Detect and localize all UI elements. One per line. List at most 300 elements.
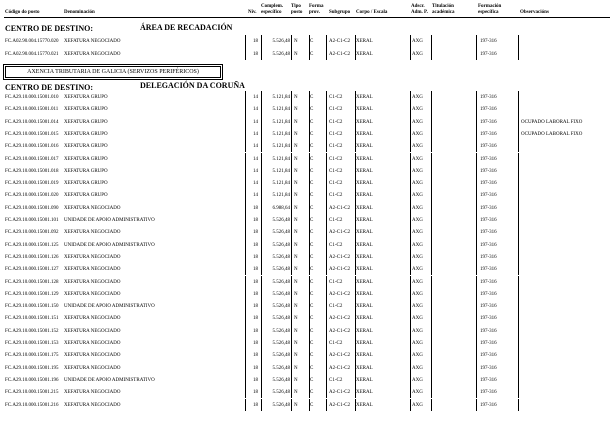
- column-divider: [476, 177, 477, 189]
- column-divider: [261, 214, 262, 226]
- cell-adscr: AXG: [412, 205, 423, 211]
- cell-subgrupo: A2-C1-C2: [329, 390, 351, 396]
- column-divider: [309, 337, 310, 349]
- table-row: [0, 253, 615, 265]
- column-divider: [410, 312, 411, 324]
- cell-nivel: 14: [253, 119, 258, 125]
- column-divider: [431, 276, 432, 288]
- cell-complemento: 5.526,48: [272, 316, 290, 322]
- cell-nivel: 18: [253, 341, 258, 346]
- cell-formacion: 197-316: [480, 267, 497, 273]
- column-divider: [326, 276, 327, 288]
- column-divider: [261, 116, 262, 128]
- cell-adscr: AXG: [412, 51, 423, 57]
- column-divider: [355, 399, 356, 411]
- column-divider: [309, 386, 310, 398]
- cell-nivel: 18: [253, 267, 258, 273]
- column-divider: [476, 116, 477, 128]
- cell-complemento: 5.526,48: [272, 341, 290, 346]
- column-divider: [326, 362, 327, 374]
- column-divider: [326, 226, 327, 238]
- cell-formacion: 197-316: [480, 341, 497, 346]
- cell-forma: C: [310, 168, 314, 174]
- cell-denominacion: XEFATURA GRUPO: [64, 193, 108, 199]
- cell-complemento: 5.526,48: [272, 377, 290, 383]
- column-divider: [355, 374, 356, 386]
- cell-complemento: 6.988,64: [272, 205, 290, 211]
- column-divider: [410, 337, 411, 349]
- cell-codigo: FC.A29.10.000.15001.019: [5, 181, 59, 187]
- cell-forma: C: [310, 51, 314, 57]
- cell-nivel: 18: [253, 377, 258, 383]
- column-divider: [326, 103, 327, 115]
- header-forma: Forma prov.: [309, 4, 324, 15]
- column-divider: [410, 276, 411, 288]
- cell-formacion: 197-316: [480, 156, 497, 162]
- cell-nivel: 18: [253, 218, 258, 223]
- cell-tipo: N: [294, 144, 298, 150]
- column-divider: [245, 263, 246, 275]
- cell-complemento: 5.121,84: [272, 144, 290, 150]
- table-row: [0, 302, 615, 314]
- column-divider: [431, 399, 432, 411]
- cell-nivel: 18: [253, 39, 258, 44]
- column-divider: [309, 214, 310, 226]
- table-row: [0, 179, 615, 191]
- cell-formacion: 197-316: [480, 254, 497, 260]
- cell-codigo: FC.A29.10.000.15001.152: [5, 328, 59, 334]
- column-divider: [326, 374, 327, 386]
- cell-nivel: 18: [253, 365, 258, 371]
- cell-subgrupo: A2-C1-C2: [329, 254, 351, 260]
- column-divider: [326, 165, 327, 177]
- column-divider: [355, 349, 356, 361]
- cell-formacion: 197-316: [480, 353, 497, 359]
- cell-formacion: 197-316: [480, 218, 497, 223]
- table-row: [0, 290, 615, 302]
- column-divider: [309, 399, 310, 411]
- cell-complemento: 5.526,48: [272, 218, 290, 223]
- cell-formacion: 197-316: [480, 304, 497, 310]
- column-divider: [410, 153, 411, 165]
- cell-forma: C: [310, 377, 314, 383]
- cell-subgrupo: C1-C2: [329, 156, 343, 162]
- column-divider: [326, 349, 327, 361]
- cell-complemento: 5.526,48: [272, 254, 290, 260]
- cell-complemento: 5.121,84: [272, 95, 290, 100]
- centro-name: ÁREA DE RECADACIÓN: [140, 23, 233, 32]
- cell-adscr: AXG: [412, 328, 423, 334]
- cell-complemento: 5.526,48: [272, 304, 290, 310]
- column-divider: [309, 312, 310, 324]
- column-divider: [410, 91, 411, 103]
- column-divider: [355, 35, 356, 48]
- cell-denominacion: XEFATURA NEGOCIADO: [64, 267, 121, 273]
- cell-denominacion: XEFATURA NEGOCIADO: [64, 51, 121, 57]
- column-divider: [261, 349, 262, 361]
- cell-formacion: 197-316: [480, 168, 497, 174]
- cell-adscr: AXG: [412, 242, 423, 248]
- cell-forma: C: [310, 205, 314, 211]
- column-divider: [326, 399, 327, 411]
- column-divider: [291, 300, 292, 312]
- cell-adscr: AXG: [412, 39, 423, 44]
- column-divider: [261, 239, 262, 251]
- column-divider: [355, 91, 356, 103]
- cell-tipo: N: [294, 279, 298, 285]
- cell-adscr: AXG: [412, 119, 423, 125]
- cell-codigo: FC.A29.10.000.15001.020: [5, 193, 59, 199]
- column-divider: [291, 386, 292, 398]
- column-divider: [291, 374, 292, 386]
- column-divider: [309, 189, 310, 201]
- cell-corpo: XERAL: [356, 205, 373, 211]
- header-titulacion: Titulación académica: [432, 4, 455, 15]
- cell-denominacion: UNIDADE DE APOIO ADMINISTRATIVO: [64, 218, 155, 223]
- cell-corpo: XERAL: [356, 304, 373, 310]
- column-divider: [309, 374, 310, 386]
- cell-denominacion: UNIDADE DE APOIO ADMINISTRATIVO: [64, 377, 155, 383]
- cell-corpo: XERAL: [356, 390, 373, 396]
- column-divider: [410, 214, 411, 226]
- column-divider: [245, 276, 246, 288]
- cell-codigo: FC.A29.10.000.15001.015: [5, 131, 59, 137]
- column-divider: [326, 48, 327, 61]
- column-divider: [410, 189, 411, 201]
- column-divider: [326, 312, 327, 324]
- column-divider: [476, 91, 477, 103]
- column-divider: [291, 325, 292, 337]
- column-divider: [431, 103, 432, 115]
- table-row: [0, 191, 615, 203]
- column-divider: [431, 300, 432, 312]
- column-divider: [245, 116, 246, 128]
- cell-tipo: N: [294, 95, 298, 100]
- column-divider: [410, 226, 411, 238]
- column-divider: [245, 35, 246, 48]
- column-divider: [410, 140, 411, 152]
- cell-corpo: XERAL: [356, 402, 373, 408]
- table-row: [0, 339, 615, 351]
- cell-formacion: 197-316: [480, 242, 497, 248]
- column-divider: [410, 288, 411, 300]
- column-divider: [355, 386, 356, 398]
- column-divider: [518, 276, 519, 288]
- column-divider: [431, 140, 432, 152]
- column-divider: [355, 140, 356, 152]
- column-divider: [476, 374, 477, 386]
- cell-codigo: FC.A29.10.000.15001.126: [5, 254, 59, 260]
- cell-corpo: XERAL: [356, 218, 373, 223]
- cell-adscr: AXG: [412, 156, 423, 162]
- cell-denominacion: XEFATURA NEGOCIADO: [64, 365, 121, 371]
- column-divider: [309, 325, 310, 337]
- cell-subgrupo: A2-C1-C2: [329, 39, 351, 44]
- cell-formacion: 197-316: [480, 230, 497, 236]
- cell-complemento: 5.526,48: [272, 230, 290, 236]
- column-divider: [476, 251, 477, 263]
- column-divider: [355, 128, 356, 140]
- cell-subgrupo: C1-C2: [329, 95, 343, 100]
- cell-formacion: 197-316: [480, 95, 497, 100]
- column-divider: [326, 153, 327, 165]
- column-divider: [245, 202, 246, 214]
- column-divider: [261, 374, 262, 386]
- table-row: [0, 142, 615, 154]
- column-divider: [261, 165, 262, 177]
- cell-denominacion: XEFATURA NEGOCIADO: [64, 254, 121, 260]
- cell-nivel: 18: [253, 304, 258, 310]
- column-divider: [309, 177, 310, 189]
- column-divider: [326, 288, 327, 300]
- cell-corpo: XERAL: [356, 254, 373, 260]
- column-divider: [431, 312, 432, 324]
- cell-subgrupo: A2-C1-C2: [329, 205, 351, 211]
- column-divider: [261, 386, 262, 398]
- column-divider: [245, 362, 246, 374]
- cell-adscr: AXG: [412, 131, 423, 137]
- column-divider: [518, 226, 519, 238]
- cell-forma: C: [310, 95, 314, 100]
- column-divider: [245, 140, 246, 152]
- cell-nivel: 18: [253, 353, 258, 359]
- column-divider: [355, 263, 356, 275]
- cell-complemento: 5.526,48: [272, 365, 290, 371]
- column-divider: [309, 239, 310, 251]
- column-divider: [410, 386, 411, 398]
- cell-forma: C: [310, 328, 314, 334]
- column-divider: [326, 386, 327, 398]
- column-divider: [410, 374, 411, 386]
- column-divider: [518, 263, 519, 275]
- cell-nivel: 14: [253, 144, 258, 150]
- cell-nivel: 18: [253, 291, 258, 297]
- column-divider: [261, 48, 262, 61]
- column-divider: [291, 312, 292, 324]
- cell-adscr: AXG: [412, 267, 423, 273]
- column-divider: [245, 189, 246, 201]
- column-divider: [261, 337, 262, 349]
- cell-complemento: 5.526,48: [272, 390, 290, 396]
- cell-nivel: 14: [253, 156, 258, 162]
- cell-codigo: FC.A29.10.000.15001.150: [5, 304, 59, 310]
- cell-corpo: XERAL: [356, 119, 373, 125]
- cell-corpo: XERAL: [356, 377, 373, 383]
- cell-forma: C: [310, 390, 314, 396]
- table-row: [0, 118, 615, 130]
- cell-complemento: 5.526,48: [272, 242, 290, 248]
- cell-formacion: 197-316: [480, 402, 497, 408]
- column-divider: [245, 399, 246, 411]
- column-divider: [355, 189, 356, 201]
- cell-corpo: XERAL: [356, 353, 373, 359]
- column-divider: [309, 140, 310, 152]
- cell-forma: C: [310, 242, 314, 248]
- column-divider: [245, 325, 246, 337]
- column-divider: [309, 349, 310, 361]
- cell-denominacion: XEFATURA GRUPO: [64, 156, 108, 162]
- header-corpo: Corpo / Escala: [356, 10, 388, 15]
- table-row: [0, 155, 615, 167]
- column-divider: [518, 374, 519, 386]
- column-divider: [261, 263, 262, 275]
- column-divider: [355, 312, 356, 324]
- column-divider: [518, 399, 519, 411]
- cell-denominacion: XEFATURA NEGOCIADO: [64, 328, 121, 334]
- cell-adscr: AXG: [412, 181, 423, 187]
- cell-codigo: FC.A29.10.000.15001.092: [5, 230, 59, 236]
- cell-subgrupo: A2-C1-C2: [329, 353, 351, 359]
- cell-formacion: 197-316: [480, 365, 497, 371]
- cell-forma: C: [310, 119, 314, 125]
- cell-codigo: FC.A29.10.000.15001.010: [5, 95, 59, 100]
- column-divider: [518, 312, 519, 324]
- cell-denominacion: XEFATURA GRUPO: [64, 168, 108, 174]
- cell-denominacion: XEFATURA NEGOCIADO: [64, 402, 121, 408]
- column-divider: [245, 288, 246, 300]
- table-row: [0, 401, 615, 413]
- table-row: [0, 376, 615, 388]
- cell-denominacion: XEFATURA NEGOCIADO: [64, 39, 121, 44]
- column-divider: [309, 263, 310, 275]
- column-divider: [431, 226, 432, 238]
- column-divider: [410, 325, 411, 337]
- cell-denominacion: XEFATURA NEGOCIADO: [64, 291, 121, 297]
- cell-adscr: AXG: [412, 193, 423, 199]
- cell-tipo: N: [294, 168, 298, 174]
- cell-subgrupo: C1-C2: [329, 181, 343, 187]
- column-divider: [355, 48, 356, 61]
- cell-codigo: FC.A29.10.000.15001.175: [5, 353, 59, 359]
- cell-adscr: AXG: [412, 365, 423, 371]
- column-divider: [476, 325, 477, 337]
- cell-corpo: XERAL: [356, 291, 373, 297]
- column-divider: [326, 214, 327, 226]
- table-row: [0, 167, 615, 179]
- cell-complemento: 5.526,48: [272, 279, 290, 285]
- cell-codigo: FC.A02.90.004.15770.020: [5, 39, 59, 44]
- cell-forma: C: [310, 107, 314, 113]
- column-divider: [309, 300, 310, 312]
- cell-subgrupo: C1-C2: [329, 279, 343, 285]
- cell-tipo: N: [294, 39, 298, 44]
- cell-complemento: 5.526,48: [272, 402, 290, 408]
- header-complemento: Complem. específico: [261, 4, 284, 15]
- column-divider: [309, 116, 310, 128]
- cell-tipo: N: [294, 119, 298, 125]
- cell-tipo: N: [294, 181, 298, 187]
- column-divider: [326, 116, 327, 128]
- column-divider: [326, 202, 327, 214]
- column-divider: [261, 153, 262, 165]
- table-row: [0, 105, 615, 117]
- column-divider: [355, 362, 356, 374]
- cell-forma: C: [310, 267, 314, 273]
- cell-formacion: 197-316: [480, 377, 497, 383]
- column-divider: [431, 349, 432, 361]
- cell-adscr: AXG: [412, 218, 423, 223]
- cell-formacion: 197-316: [480, 291, 497, 297]
- column-divider: [410, 35, 411, 48]
- cell-corpo: XERAL: [356, 181, 373, 187]
- table-row: [0, 278, 615, 290]
- column-divider: [476, 399, 477, 411]
- column-divider: [291, 251, 292, 263]
- column-divider: [355, 103, 356, 115]
- cell-corpo: XERAL: [356, 279, 373, 285]
- cell-codigo: FC.A29.10.000.15001.216: [5, 402, 59, 408]
- column-divider: [309, 128, 310, 140]
- column-divider: [261, 312, 262, 324]
- cell-corpo: XERAL: [356, 328, 373, 334]
- cell-codigo: FC.A29.10.000.15001.018: [5, 168, 59, 174]
- cell-nivel: 18: [253, 51, 258, 57]
- column-divider: [410, 239, 411, 251]
- cell-subgrupo: A2-C1-C2: [329, 402, 351, 408]
- cell-corpo: XERAL: [356, 230, 373, 236]
- cell-subgrupo: A2-C1-C2: [329, 365, 351, 371]
- column-divider: [518, 214, 519, 226]
- cell-denominacion: XEFATURA GRUPO: [64, 144, 108, 150]
- column-divider: [518, 300, 519, 312]
- cell-forma: C: [310, 279, 314, 285]
- column-divider: [245, 239, 246, 251]
- column-divider: [245, 165, 246, 177]
- column-divider: [291, 214, 292, 226]
- cell-complemento: 5.121,84: [272, 156, 290, 162]
- cell-corpo: XERAL: [356, 267, 373, 273]
- cell-forma: C: [310, 144, 314, 150]
- cell-tipo: N: [294, 316, 298, 322]
- column-divider: [291, 116, 292, 128]
- cell-tipo: N: [294, 267, 298, 273]
- cell-codigo: FC.A29.10.000.15001.215: [5, 390, 59, 396]
- cell-complemento: 5.121,84: [272, 181, 290, 187]
- cell-forma: C: [310, 230, 314, 236]
- column-divider: [476, 312, 477, 324]
- column-divider: [245, 128, 246, 140]
- column-divider: [291, 91, 292, 103]
- cell-complemento: 5.121,84: [272, 119, 290, 125]
- cell-codigo: FC.A29.10.000.15001.195: [5, 365, 59, 371]
- column-divider: [431, 128, 432, 140]
- cell-tipo: N: [294, 304, 298, 310]
- column-divider: [291, 362, 292, 374]
- column-divider: [309, 91, 310, 103]
- column-divider: [326, 128, 327, 140]
- cell-subgrupo: A2-C1-C2: [329, 230, 351, 236]
- cell-denominacion: XEFATURA GRUPO: [64, 131, 108, 137]
- cell-codigo: FC.A29.10.000.15001.125: [5, 242, 59, 248]
- table-row: [0, 314, 615, 326]
- cell-tipo: N: [294, 377, 298, 383]
- column-divider: [410, 362, 411, 374]
- cell-tipo: N: [294, 218, 298, 223]
- column-divider: [476, 239, 477, 251]
- column-divider: [245, 300, 246, 312]
- cell-tipo: N: [294, 341, 298, 346]
- table-row: [0, 130, 615, 142]
- column-divider: [261, 202, 262, 214]
- cell-complemento: 5.526,48: [272, 267, 290, 273]
- cell-formacion: 197-316: [480, 205, 497, 211]
- cell-codigo: FC.A29.10.000.15001.196: [5, 377, 59, 383]
- cell-codigo: FC.A29.10.000.15001.151: [5, 316, 59, 322]
- column-divider: [261, 35, 262, 48]
- cell-tipo: N: [294, 402, 298, 408]
- column-divider: [261, 399, 262, 411]
- column-divider: [245, 48, 246, 61]
